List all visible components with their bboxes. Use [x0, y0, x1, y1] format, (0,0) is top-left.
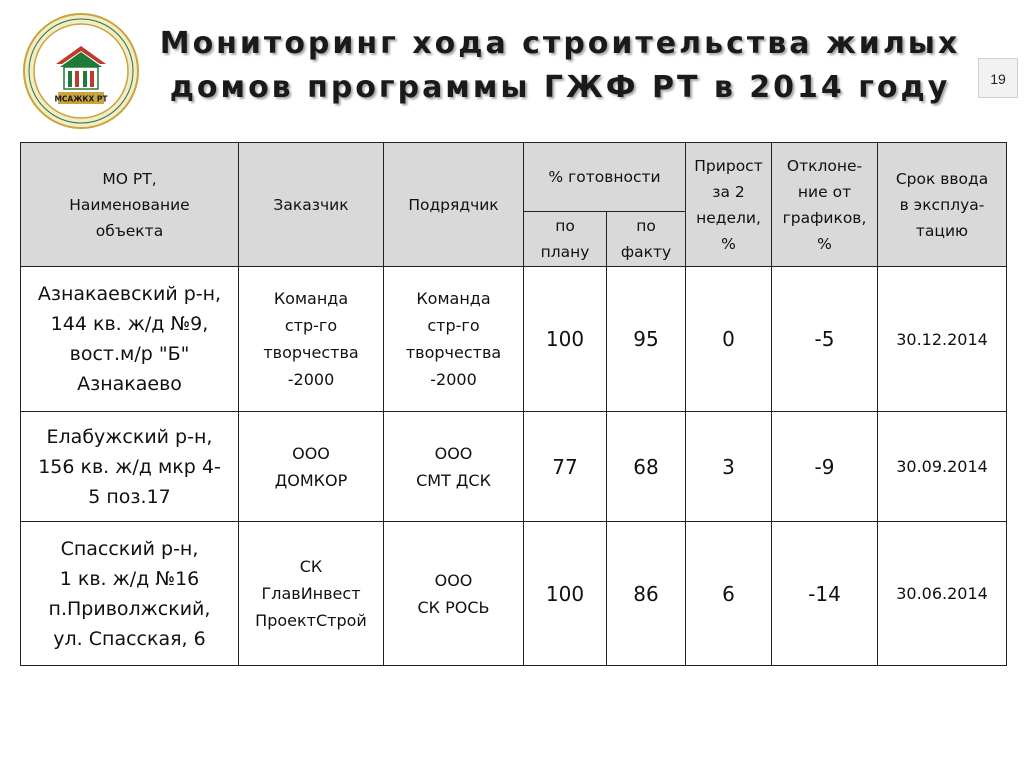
- ministry-logo: [22, 12, 140, 130]
- title-line: домов программы ГЖФ РТ в 2014 году: [169, 70, 951, 105]
- deadline-cell: 30.12.2014: [878, 267, 1007, 412]
- contractor-cell: ООО СМТ ДСК: [384, 412, 524, 522]
- construction-monitoring-table: [20, 142, 1007, 666]
- logo-text: МСАЖКХ РТ: [54, 94, 108, 104]
- header-customer: Заказчик: [239, 143, 384, 267]
- header-readiness: % готовности: [524, 143, 686, 212]
- object-cell: Азнакаевский р-н, 144 кв. ж/д №9, вост.м/р "Б" Азнакаево: [21, 267, 239, 412]
- header-deviation: Отклоне- ние от графиков, %: [772, 143, 878, 267]
- table-row: [21, 522, 1007, 666]
- header-object: МО РТ, Наименование объекта: [21, 143, 239, 267]
- header-plan: по плану: [524, 212, 607, 267]
- customer-cell: Команда стр-го творчества -2000: [239, 267, 384, 412]
- contractor-cell: ООО СК РОСЬ: [384, 522, 524, 666]
- deviation-cell: -5: [772, 267, 878, 412]
- customer-cell: СК ГлавИнвест ПроектСтрой: [239, 522, 384, 666]
- table-row: [21, 267, 1007, 412]
- deadline-cell: 30.09.2014: [878, 412, 1007, 522]
- header-growth: Прирост за 2 недели, %: [686, 143, 772, 267]
- growth-cell: 6: [686, 522, 772, 666]
- header-contractor: Подрядчик: [384, 143, 524, 267]
- deviation-cell: -14: [772, 522, 878, 666]
- growth-cell: 3: [686, 412, 772, 522]
- fact-cell: 95: [607, 267, 686, 412]
- plan-cell: 100: [524, 522, 607, 666]
- slide-number: 19: [978, 58, 1018, 98]
- deadline-cell: 30.06.2014: [878, 522, 1007, 666]
- customer-cell: ООО ДОМКОР: [239, 412, 384, 522]
- fact-cell: 68: [607, 412, 686, 522]
- header-deadline: Срок ввода в эксплуа- тацию: [878, 143, 1007, 267]
- fact-cell: 86: [607, 522, 686, 666]
- contractor-cell: Команда стр-го творчества -2000: [384, 267, 524, 412]
- object-cell: Елабужский р-н, 156 кв. ж/д мкр 4- 5 поз.17: [21, 412, 239, 522]
- page-title: [150, 22, 970, 110]
- title-line: Мониторинг хода строительства жилых: [159, 26, 961, 61]
- growth-cell: 0: [686, 267, 772, 412]
- header-fact: по факту: [607, 212, 686, 267]
- deviation-cell: -9: [772, 412, 878, 522]
- plan-cell: 100: [524, 267, 607, 412]
- object-cell: Спасский р-н, 1 кв. ж/д №16 п.Приволжский, ул. Спасская, 6: [21, 522, 239, 666]
- table-row: [21, 412, 1007, 522]
- plan-cell: 77: [524, 412, 607, 522]
